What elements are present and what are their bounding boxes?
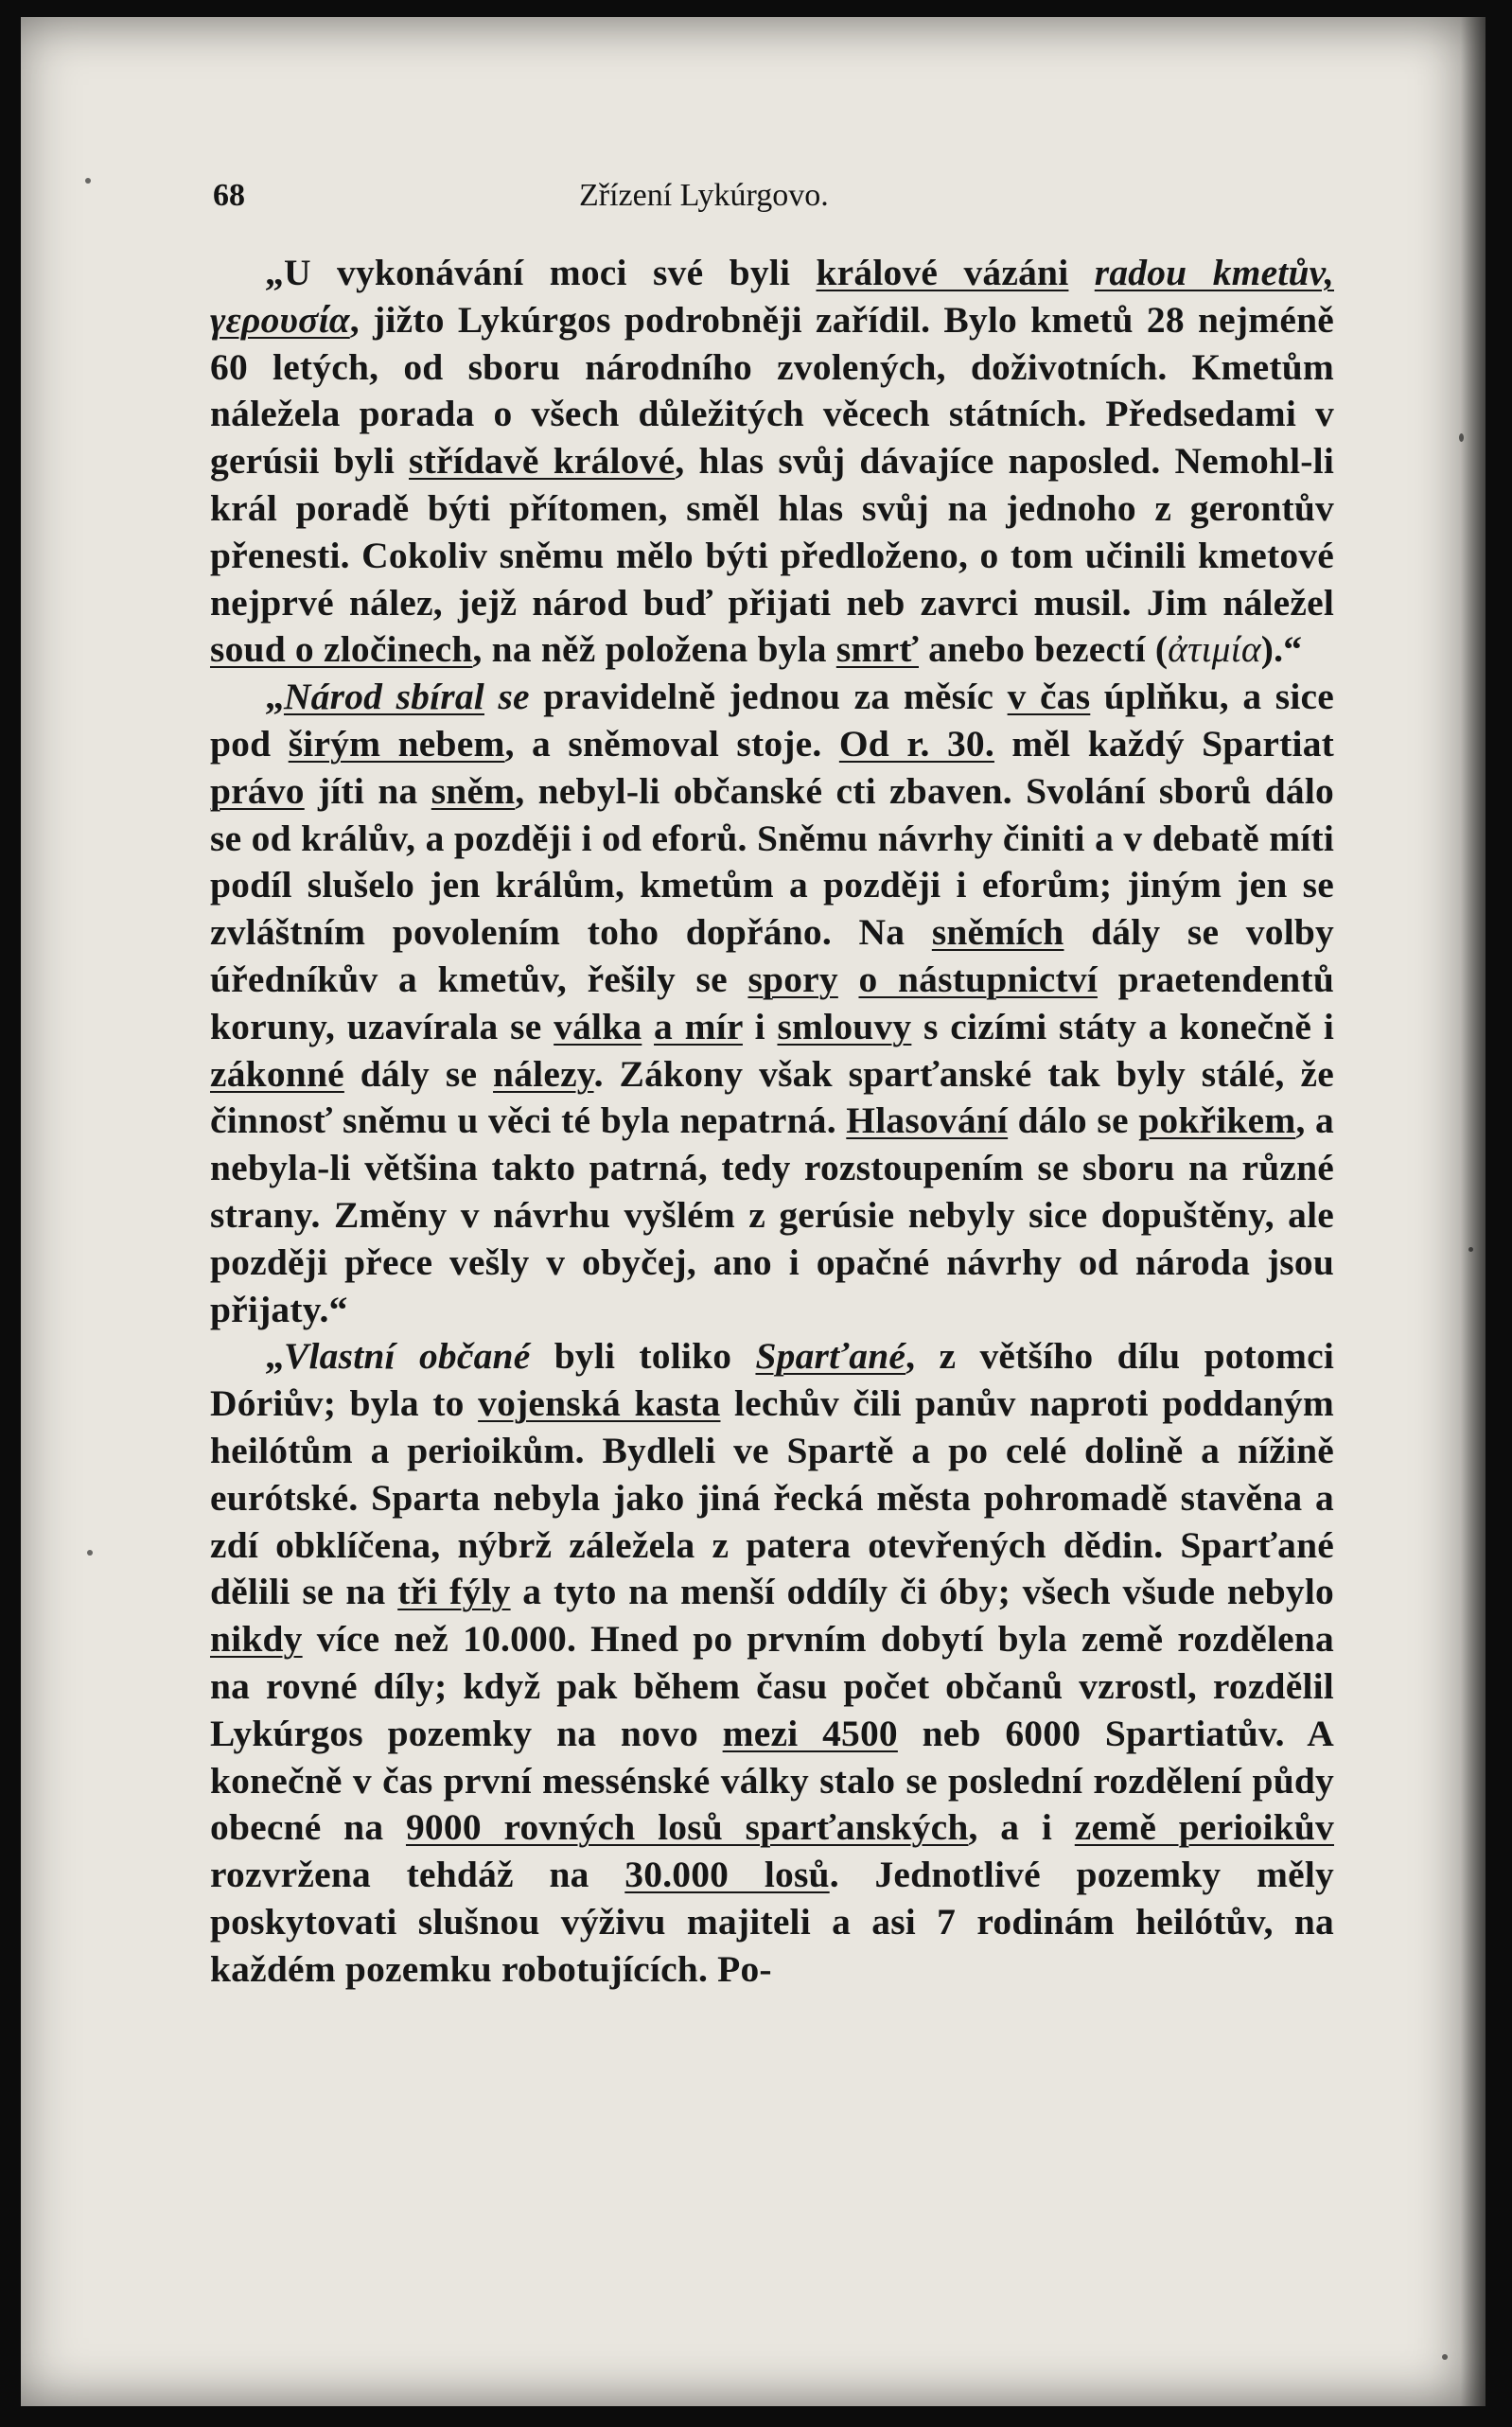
text-segment: a mír [654, 1005, 743, 1047]
paper-speck [85, 178, 91, 184]
paper-speck [1468, 1247, 1473, 1252]
text-segment: králové vázáni [816, 252, 1069, 293]
text-segment: , jižto Lykúrgos podrobněji zařídil. Bylo kmetů 28 nejméně 60 letých, od sboru národního zvolených, doživotních. Kmetům náležela porada o všech důležitých věcech státních. Předsedami v gerúsii byli [210, 298, 1334, 483]
text-segment: , hlas svůj dávajíce naposled. Nemohl-li král poradě býti přítomen, směl hlas svůj na jednoho z gerontův přenesti. Cokoliv sněmu mělo býti předloženo, o tom učinili kmetové nejprvé nález, jejž národ buď přijati neb zavrci musil. Jim náležel [210, 440, 1334, 624]
text-segment: dálo se [1008, 1099, 1139, 1142]
text-segment: „ [265, 676, 284, 718]
text-segment: mezi 4500 [722, 1712, 898, 1754]
text-segment: praetendentů koruny, uzavírala se [210, 958, 1334, 1047]
text-segment: nálezy [493, 1052, 594, 1095]
text-segment: . Zákony však sparťanské tak byly stálé, že činnosť sněmu u věci té byla nepatrná. [210, 1052, 1334, 1142]
text-segment [642, 1006, 654, 1047]
text-segment: lechův čili panův naproti poddaným heilótům a perioikům. Bydleli ve Spartě a po celé dolině a nížině eurótské. Sparta nebyla jako jiná řecká města pohromadě stavěna a zdí obklíčena, nýbrž záležela z patera otevřených dědin. Sparťané dělili se na [210, 1382, 1334, 1613]
text-segment: soud o zločinech [210, 628, 473, 671]
text-segment: , a sněmoval stoje. [504, 722, 839, 765]
text-segment: radou kmetův, γερουσία [210, 252, 1334, 341]
text-segment: dály se volby úředníkův a kmetův, řešily se [210, 911, 1335, 1000]
text-segment: rozvržena tehdáž na [210, 1854, 625, 1896]
text-segment: , a nebyla-li většina takto patrná, tedy rozstoupením se sboru na různé strany. Změny v návrhu vyšlém z gerúsie nebyly sice dopuštěny, ale později přece vešly v obyčej, ano i opačné návrhy od národa jsou přijaty.“ [210, 1099, 1334, 1330]
text-segment: měl každý Spartiat [993, 722, 1334, 765]
text-segment: neb 6000 Spartiatův. A konečně v čas první messénské války stalo se poslední rozdělení půdy obecné na [210, 1712, 1334, 1849]
text-segment: , nebyl-li občanské cti zbaven. Svolání sborů dálo se od králův, a později i od eforů. Sněmu návrhy činiti a v debatě míti podíl slušelo jen králům, kmetům a později i eforům; jiným jen se zvláštním povolením toho dopřáno. Na [210, 769, 1334, 954]
paper-speck [1459, 433, 1464, 442]
page-number: 68 [213, 178, 245, 213]
running-title: Zřízení Lykúrgovo. [579, 178, 829, 213]
text-segment: s cizími státy a konečně i [911, 1005, 1335, 1047]
text-segment: , z většího dílu potomci Dóriův; byla to [210, 1335, 1334, 1425]
text-segment: „U vykonávání moci své byli [265, 252, 817, 293]
page-header [21, 167, 1486, 233]
text-segment: vojenská kasta [478, 1382, 721, 1425]
text-segment: sněmích [931, 911, 1064, 954]
text-segment: právo [210, 769, 305, 812]
text-segment: ).“ [1260, 628, 1303, 671]
text-segment: Sparťané [755, 1335, 906, 1378]
text-segment: 9000 rovných losů sparťanských [405, 1806, 969, 1849]
text-segment: 30.000 losů [624, 1854, 830, 1896]
text-segment: a tyto na menší oddíly či óby; všech všude nebylo [510, 1571, 1334, 1613]
text-segment: byli toliko [530, 1335, 756, 1378]
text-segment: o nástupnictví [858, 958, 1098, 1000]
text-segment: dály se [343, 1052, 494, 1095]
text-segment: jíti na [304, 769, 431, 812]
text-segment: širým nebem [288, 722, 505, 765]
text-segment: v čas [1007, 676, 1091, 718]
paper-speck [87, 1550, 93, 1556]
text-segment: sněm [431, 769, 516, 812]
text-segment: pokřikem [1138, 1099, 1296, 1142]
text-segment: . Jednotlivé pozemky měly poskytovati slušnou výživu majiteli a asi 7 rodinám heilótův, na každém pozemku robotujících. Po- [210, 1854, 1335, 1990]
text-segment: nikdy [210, 1618, 303, 1661]
text-segment: Národ sbíral [283, 676, 484, 718]
text-segment: Od r. 30. [838, 722, 994, 765]
text-segment: smlouvy [777, 1005, 912, 1047]
text-segment: , na něž položena byla [472, 628, 836, 671]
book-page [21, 17, 1486, 2406]
paper-speck [1442, 2354, 1448, 2360]
paragraph-citizens [210, 1333, 1334, 1993]
text-segment: ἀτιμία [1168, 628, 1261, 671]
text-segment: „ [265, 1335, 284, 1378]
text-segment: pravidelně jednou za měsíc [529, 676, 1008, 718]
body-text [210, 250, 1334, 1993]
text-segment: úplňku, a sice pod [210, 676, 1334, 765]
text-segment: i [742, 1005, 778, 1047]
text-segment: zákonné [210, 1052, 344, 1095]
text-segment: se [483, 676, 530, 718]
text-segment: tři fýly [397, 1571, 511, 1613]
text-segment: Hlasování [846, 1099, 1009, 1142]
text-segment: více než 10.000. Hned po prvním dobytí byla země rozdělena na rovné díly; když pak během času počet občanů vzrostl, rozdělil Lykúrgos pozemky na novo [210, 1618, 1334, 1754]
paragraph-assembly [210, 674, 1334, 1333]
text-segment [838, 958, 859, 1000]
text-segment: , a i [968, 1806, 1075, 1849]
text-segment: země perioikův [1074, 1806, 1334, 1849]
text-segment: smrť [835, 628, 919, 671]
text-segment: střídavě králové [409, 440, 676, 483]
text-segment [1068, 252, 1094, 293]
text-segment: spory [747, 958, 838, 1000]
paragraph-council [210, 250, 1334, 674]
text-segment: anebo bezectí ( [919, 628, 1169, 671]
text-segment: Vlastní občané [283, 1335, 531, 1378]
text-segment: válka [554, 1005, 642, 1047]
